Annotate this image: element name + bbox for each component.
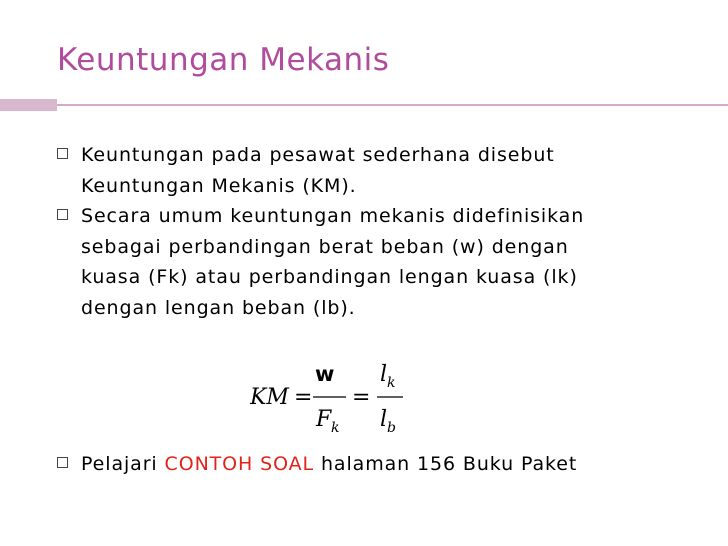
divider-line — [57, 104, 728, 106]
bullet-list-bottom — [57, 449, 717, 480]
square-bullet-icon — [57, 457, 68, 468]
bullet-item — [57, 140, 697, 201]
formula-den2-sub: b — [387, 420, 396, 436]
bullet-line: Secara umum keuntungan mekanis didefinisikan — [81, 205, 585, 227]
square-bullet-icon — [57, 209, 68, 220]
formula-num2-sub: k — [387, 375, 396, 391]
bullet-line: Keuntungan pada pesawat sederhana disebut — [81, 144, 555, 166]
formula-den1-main: F — [316, 407, 332, 432]
bullet-line: dengan lengan beban (lb). — [81, 296, 356, 319]
square-bullet-icon — [57, 148, 68, 159]
bullet-text-highlight: CONTOH SOAL — [164, 453, 315, 475]
formula-den1-sub: k — [331, 420, 340, 436]
bullet-line: sebagai perbandingan berat beban (w) dengan — [81, 235, 569, 258]
divider-accent-block — [0, 99, 57, 111]
formula-num1: w — [315, 362, 335, 386]
formula-lhs: KM — [250, 385, 289, 410]
bullet-list — [57, 140, 697, 323]
bullet-line: kuasa (Fk) atau perbandingan lengan kuasa (lk) — [81, 266, 578, 288]
formula-svg — [250, 355, 420, 440]
formula-num2-main: l — [380, 362, 388, 387]
formula-km — [250, 355, 420, 440]
bullet-item — [57, 201, 697, 323]
bullet-item — [57, 449, 717, 480]
formula-eq1: = — [294, 385, 313, 410]
formula-den2-main: l — [380, 407, 388, 432]
bullet-text-prefix: Pelajari — [81, 453, 165, 475]
title-divider — [0, 99, 728, 111]
bullet-text-suffix: halaman 156 Buku Paket — [314, 453, 578, 475]
slide-title: Keuntungan Mekanis — [57, 42, 390, 78]
formula-eq2: = — [352, 385, 371, 410]
bullet-line: Keuntungan Mekanis (KM). — [81, 174, 357, 197]
